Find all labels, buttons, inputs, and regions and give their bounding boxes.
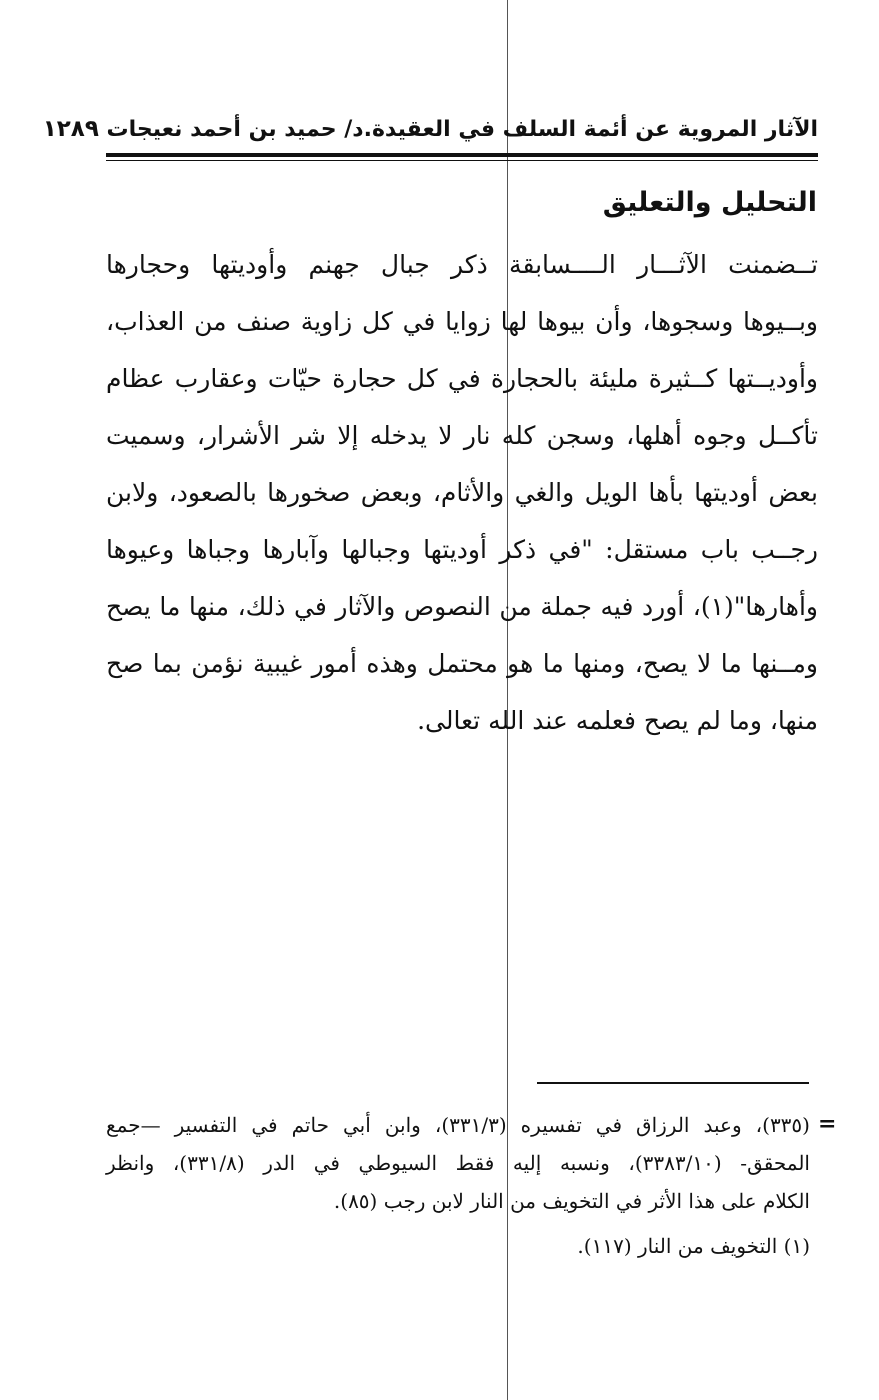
footnote-continuation-line: المحقق- (٣٣٨٣/١٠)، ونسبه إليه فقط السيوطي في الدر (٣٣١/٨)، وانظر bbox=[106, 1151, 810, 1175]
body-line: وبــيوها وسجوها، وأن بيوها لها زوايا في كل زاوية صنف من العذاب، bbox=[106, 307, 818, 336]
body-line: وأوديــتها كــثيرة مليئة بالحجارة في كل حجارة حيّات وعقارب عظام bbox=[106, 364, 818, 393]
footnote-separator bbox=[537, 1082, 809, 1084]
header-rule-thin bbox=[106, 160, 818, 161]
body-line: بعض أوديتها بأها الويل والغي والأثام، وبعض صخورها بالصعود، ولابن bbox=[106, 478, 818, 507]
page-number: ١٢٨٩ bbox=[42, 116, 99, 142]
body-line: منها، وما لم يصح فعلمه عند الله تعالى. bbox=[417, 706, 818, 735]
footnote-continuation-marker: = bbox=[818, 1111, 837, 1137]
running-header bbox=[42, 108, 818, 150]
footnote-1: (١) التخويف من النار (١١٧). bbox=[577, 1234, 810, 1258]
body-line: رجــب باب مستقل: "في ذكر أوديتها وجبالها وآبارها وجباها وعيوها bbox=[106, 535, 818, 564]
body-line: تأكــل وجوه أهلها، وسجن كله نار لا يدخله إلا شر الأشرار، وسميت bbox=[106, 421, 818, 450]
section-heading: التحليل والتعليق bbox=[602, 187, 817, 218]
body-line: وأهارها"(١)، أورد فيه جملة من النصوص والآثار في ذلك، منها ما يصح bbox=[106, 592, 818, 621]
header-title: الآثار المروية عن أئمة السلف في العقيدة.د/ حميد بن أحمد نعيجات bbox=[106, 117, 818, 142]
body-line: ومــنها ما لا يصح، ومنها ما هو محتمل وهذه أمور غيبية نؤمن بما صح bbox=[106, 649, 818, 678]
body-paragraph bbox=[106, 236, 818, 749]
footnotes bbox=[106, 1106, 810, 1265]
footnote-continuation-line: الكلام على هذا الأثر في التخويف من النار لابن رجب (٨٥). bbox=[333, 1189, 810, 1213]
body-line: تــضمنت الآثـــار الــــسابقة ذكر جبال جهنم وأوديتها وحجارها bbox=[106, 250, 818, 279]
header-rule-thick bbox=[106, 153, 818, 157]
footnote-continuation-line: (٣٣٥)، وعبد الرزاق في تفسيره (٣٣١/٣)، وابن أبي حاتم في التفسير —جمع bbox=[106, 1113, 810, 1137]
